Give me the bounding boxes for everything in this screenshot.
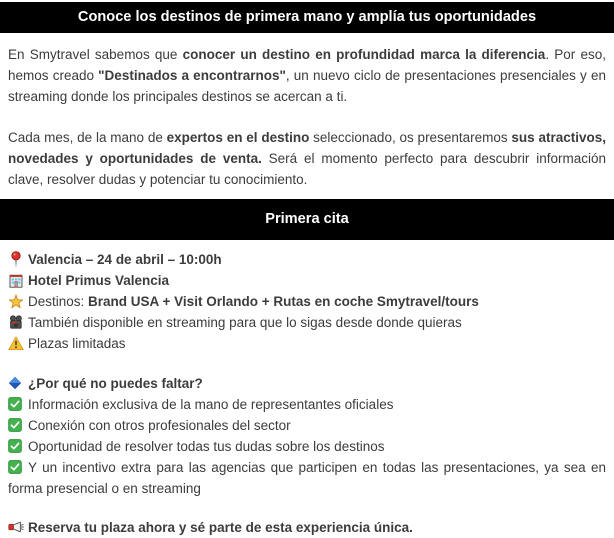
intro-paragraph-1: En Smytravel sabemos que conocer un destino en profundidad marca la diferencia. Por eso, hemos creado "Destinados a encontrarnos", un nuevo ciclo de presentaciones presenciales y en streaming donde los principales destinos se acercan a ti. xyxy=(8,47,606,104)
movie-camera-icon xyxy=(8,314,24,330)
event-banner xyxy=(0,199,614,240)
event-detail-venue-text: Hotel Primus Valencia xyxy=(28,273,170,288)
blue-diamond-icon xyxy=(8,376,22,390)
why-item-text: Conexión con otros profesionales del sector xyxy=(28,418,291,433)
event-details xyxy=(8,249,606,354)
why-title-row xyxy=(8,373,606,394)
why-item xyxy=(8,394,606,415)
check-icon xyxy=(8,397,22,411)
why-item-text: Información exclusiva de la mano de representantes oficiales xyxy=(28,397,394,412)
hotel-icon xyxy=(8,272,24,288)
event-detail-destinations xyxy=(8,291,606,312)
why-title-text: ¿Por qué no puedes faltar? xyxy=(28,376,203,391)
why-item-text: Y un incentivo extra para las agencias que participen en todas las presentaciones, ya sea en forma presencial o en streaming xyxy=(8,460,606,496)
star-icon xyxy=(8,293,24,309)
why-item xyxy=(8,436,606,457)
pushpin-icon xyxy=(8,251,24,267)
event-detail-seats-text: Plazas limitadas xyxy=(28,336,126,351)
why-section xyxy=(8,373,606,499)
cta-row xyxy=(8,517,606,538)
event-banner-title: Primera cita xyxy=(265,211,349,227)
check-icon xyxy=(8,418,22,432)
event-detail-location xyxy=(8,249,606,270)
why-item xyxy=(8,457,606,499)
event-detail-venue xyxy=(8,270,606,291)
top-banner xyxy=(0,2,614,33)
check-icon xyxy=(8,439,22,453)
event-detail-destinations-text: Destinos: Brand USA + Visit Orlando + Rutas en coche Smytravel/tours xyxy=(28,294,479,309)
event-detail-seats xyxy=(8,333,606,354)
warning-icon xyxy=(8,335,24,351)
cta-text: Reserva tu plaza ahora y sé parte de esta experiencia única. xyxy=(28,520,413,535)
event-detail-streaming-text: También disponible en streaming para que lo sigas desde donde quieras xyxy=(28,315,462,330)
event-detail-streaming xyxy=(8,312,606,333)
event-detail-location-text: Valencia – 24 de abril – 10:00h xyxy=(28,252,222,267)
why-item-text: Oportunidad de resolver todas tus dudas sobre los destinos xyxy=(28,439,385,454)
megaphone-icon xyxy=(8,519,24,535)
intro-paragraph-2: Cada mes, de la mano de expertos en el destino seleccionado, os presentaremos sus atractivos, novedades y oportunidades de venta. Será el momento perfecto para descubrir información clave, resolver dudas y potenciar tu conocimiento. xyxy=(8,130,607,187)
top-banner-title: Conoce los destinos de primera mano y amplía tus oportunidades xyxy=(77,9,537,25)
why-item xyxy=(8,415,606,436)
check-icon xyxy=(8,460,22,474)
